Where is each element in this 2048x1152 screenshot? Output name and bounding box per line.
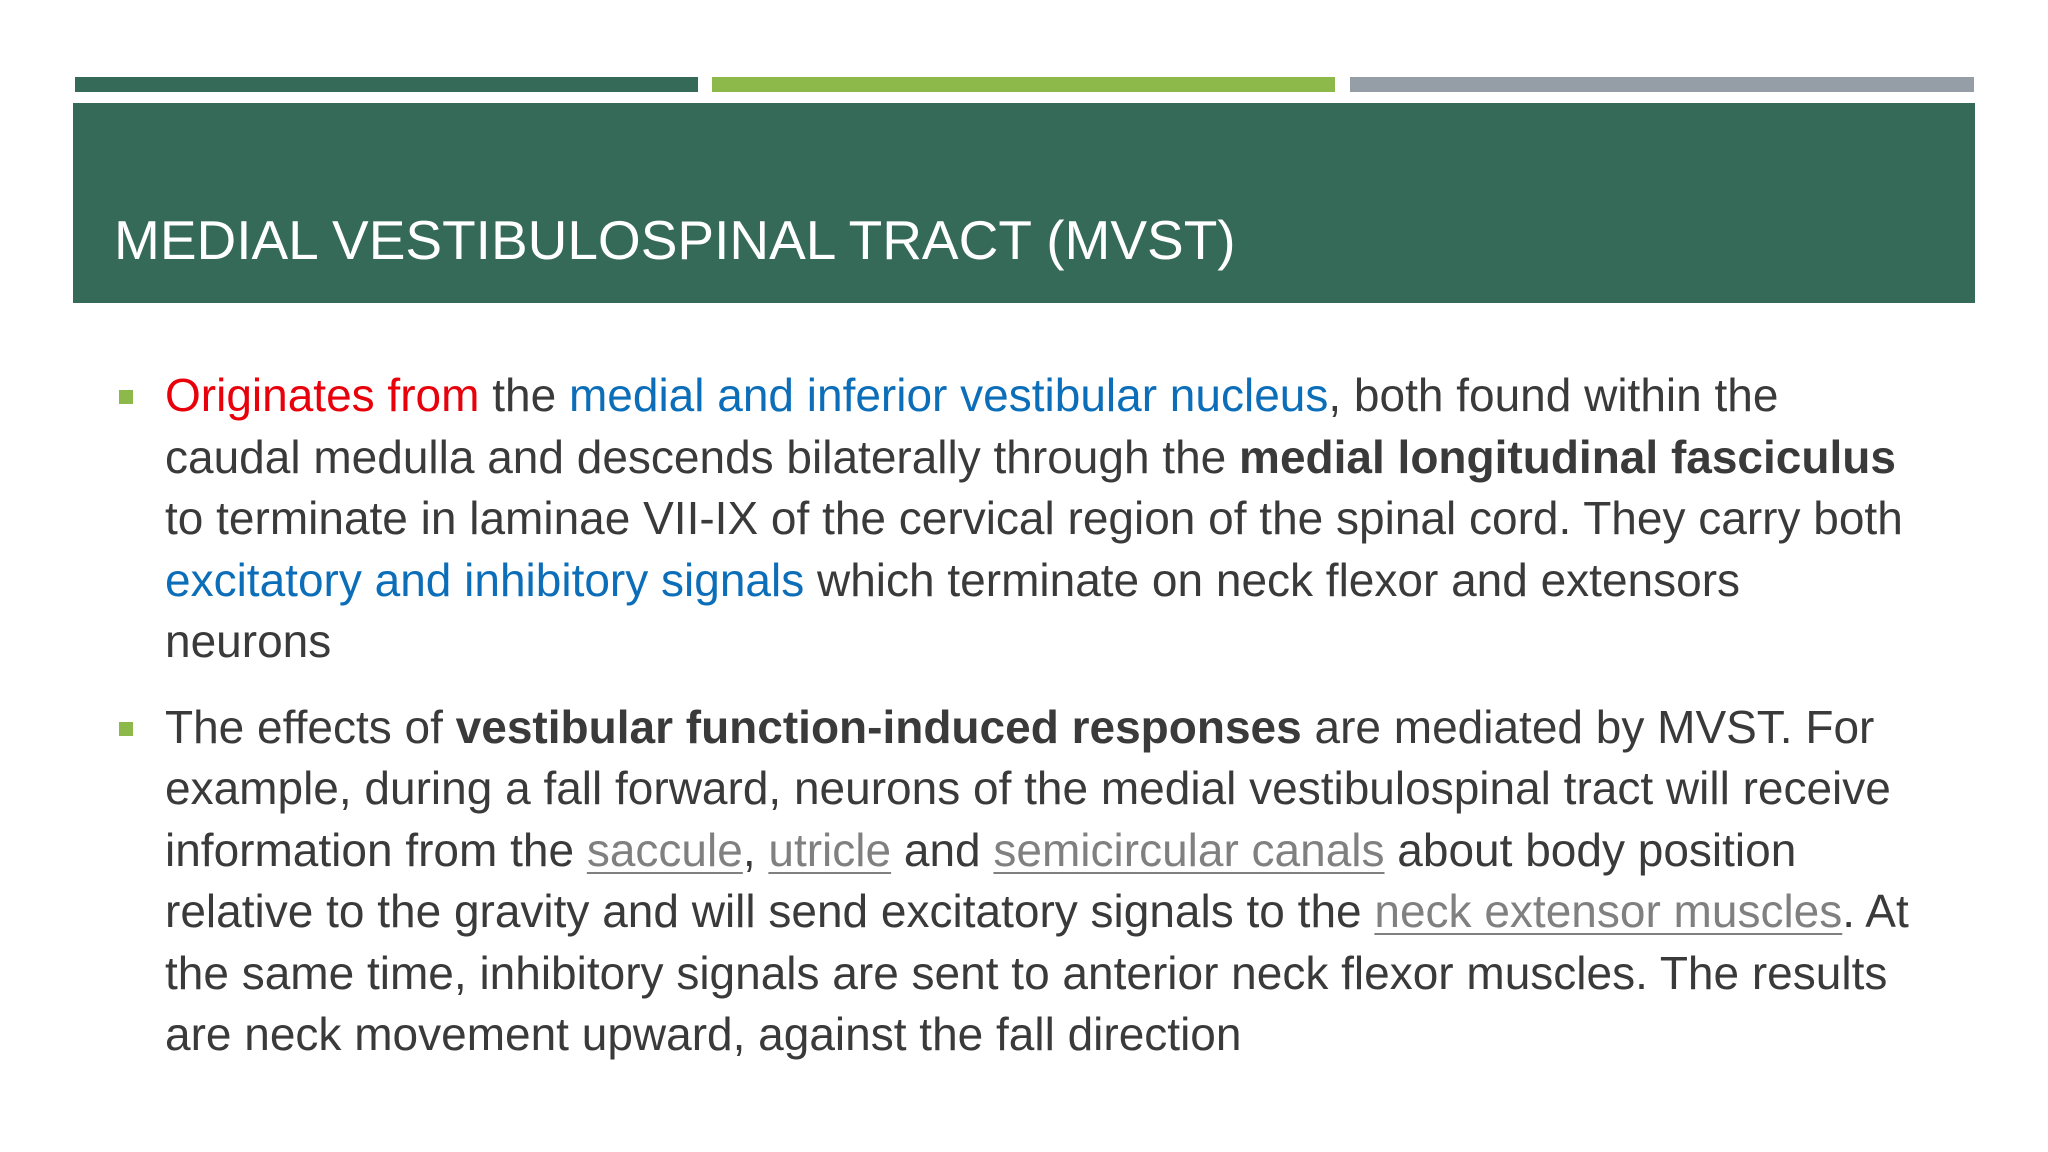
- text-run: , both found within the caudal medulla and descends bilaterally through the: [165, 369, 1779, 483]
- text-run: ,: [742, 823, 769, 876]
- text-run: the: [479, 369, 569, 421]
- neck-extensor-muscles-link[interactable]: neck extensor muscles: [1374, 885, 1843, 937]
- bullet-point-2: [114, 697, 1914, 1066]
- semicircular-canals-link[interactable]: semicircular canals: [993, 823, 1385, 876]
- vestibular-bold: vestibular function-induced responses: [455, 700, 1302, 753]
- text-run: to terminate in laminae VII-IX of the cervical region of the spinal cord. They carry both: [165, 492, 1903, 544]
- originates-highlight: Originates from: [165, 369, 480, 421]
- text-run: . At the same time, inhibitory signals are sent to anterior neck flexor muscles. The results are neck movement upward, against the fall direction: [165, 885, 1909, 1060]
- square-bullet-icon: [119, 722, 133, 736]
- utricle-link[interactable]: utricle: [768, 823, 892, 876]
- accent-stripe-green: [712, 77, 1335, 92]
- slide-title: MEDIAL VESTIBULOSPINAL TRACT (MVST): [114, 209, 1236, 271]
- accent-stripe-gray: [1350, 77, 1974, 92]
- signals-highlight: excitatory and inhibitory signals: [165, 553, 805, 606]
- text-run: The effects of: [165, 700, 456, 753]
- bullet-point-1: [114, 365, 1914, 673]
- nucleus-highlight: medial and inferior vestibular nucleus: [568, 369, 1329, 421]
- text-run: are mediated by MVST. For example, during a fall forward, neurons of the medial vestibulospinal tract will receive information from the: [165, 700, 1891, 876]
- mlf-bold: medial longitudinal fasciculus: [1239, 430, 1896, 483]
- text-run: which terminate on neck flexor and extensors neurons: [165, 553, 1741, 667]
- accent-stripe-teal: [75, 77, 698, 92]
- slide-body: [114, 365, 1914, 1066]
- square-bullet-icon: [119, 390, 133, 404]
- title-band: [73, 103, 1975, 303]
- text-run: and: [891, 823, 994, 876]
- saccule-link[interactable]: saccule: [586, 823, 743, 876]
- text-run: about body position relative to the gravity and will send excitatory signals to the: [165, 823, 1797, 937]
